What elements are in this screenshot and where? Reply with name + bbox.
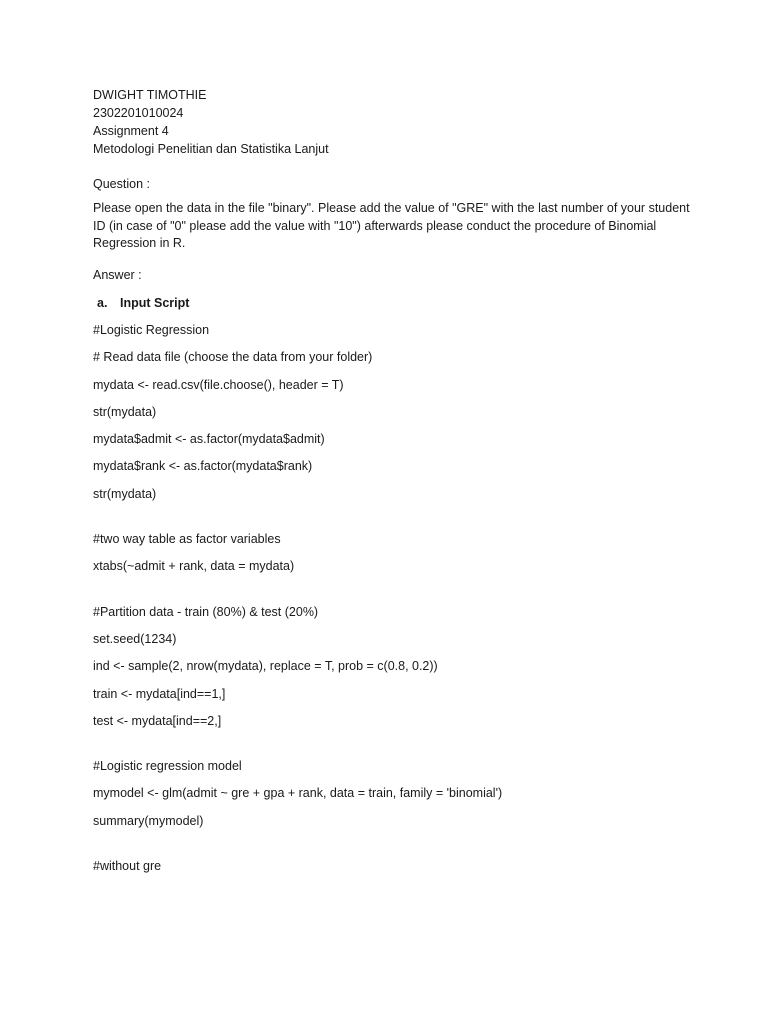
code-line: ind <- sample(2, nrow(mydata), replace = T, prob = c(0.8, 0.2)) bbox=[93, 659, 438, 674]
student-id: 2302201010024 bbox=[93, 106, 184, 120]
code-line: #Logistic regression model bbox=[93, 759, 242, 774]
document-header bbox=[93, 86, 693, 158]
code-line: mydata$rank <- as.factor(mydata$rank) bbox=[93, 459, 313, 474]
code-line: str(mydata) bbox=[93, 486, 157, 501]
question-label: Question : bbox=[93, 177, 150, 191]
section-heading bbox=[97, 294, 693, 312]
assignment-title: Assignment 4 bbox=[93, 124, 169, 138]
code-line: mydata$admit <- as.factor(mydata$admit) bbox=[93, 432, 325, 447]
code-line: train <- mydata[ind==1,] bbox=[93, 686, 226, 701]
code-line: #Partition data - train (80%) & test (20%) bbox=[93, 604, 319, 619]
code-line: set.seed(1234) bbox=[93, 631, 177, 646]
code-line: mydata <- read.csv(file.choose(), header = T) bbox=[93, 377, 344, 392]
section-marker: a. bbox=[97, 296, 108, 310]
code-line: summary(mymodel) bbox=[93, 813, 204, 828]
code-line: test <- mydata[ind==2,] bbox=[93, 713, 222, 728]
code-line: #Logistic Regression bbox=[93, 323, 210, 337]
code-line: #without gre bbox=[93, 859, 162, 874]
question-text: Please open the data in the file "binary". Please add the value of "GRE" with the last number of your student ID (in case of "0" please add the value with "10") afterwards please conduct the procedure of Binomial Regression in R. bbox=[93, 201, 690, 250]
code-line: xtabs(~admit + rank, data = mydata) bbox=[93, 559, 295, 574]
course-name: Metodologi Penelitian dan Statistika Lanjut bbox=[93, 142, 329, 156]
code-line: # Read data file (choose the data from your folder) bbox=[93, 350, 373, 365]
script-block bbox=[93, 321, 693, 875]
code-line: str(mydata) bbox=[93, 404, 157, 419]
section-title: Input Script bbox=[120, 296, 190, 310]
author-name: DWIGHT TIMOTHIE bbox=[93, 88, 207, 102]
code-line: #two way table as factor variables bbox=[93, 532, 281, 547]
answer-label: Answer : bbox=[93, 268, 142, 282]
code-line: mymodel <- glm(admit ~ gre + gpa + rank, data = train, family = 'binomial') bbox=[93, 786, 503, 801]
document-content bbox=[93, 86, 693, 884]
